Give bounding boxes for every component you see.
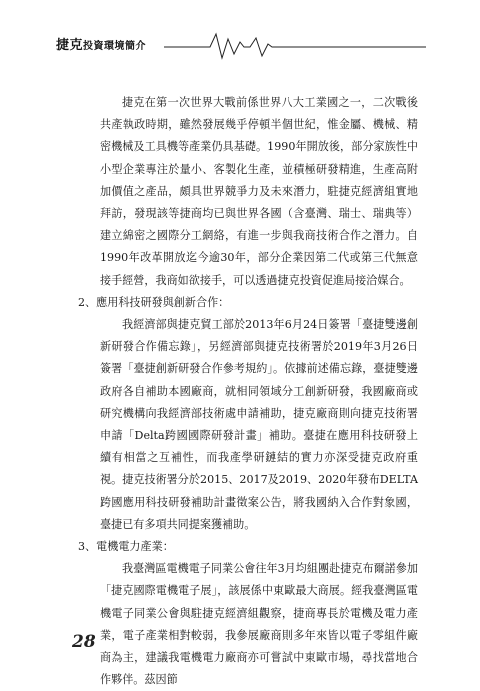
header-title-small: 投資環境簡介 <box>83 41 147 52</box>
header-title-large: 捷克 <box>56 38 84 53</box>
section-heading-2: 2、應用科技研發與創新合作： <box>78 295 230 309</box>
intro-paragraph: 捷克在第一次世界大戰前係世界八大工業國之一，二次戰後共產執政時期，雖然發展幾乎停頓半個世紀，惟金屬、機械、精密機械及工具機等產業仍具基礎。1990年開放後，部分家族性中小型企業專注於量小、客製化生產，並積極研發精進，生產高附加價值之產品，頗具世界競爭力及未來潛力，駐捷克經濟組實地拜訪，發現該等捷商均已與世界各國（含臺灣、瑞士、瑞典等）建立綿密之國際分工網絡，有進一步與我商技術合作之潛力。自1990年改革開放迄今逾30年，部分企業因第二代或第三代無意接手經營，我商如欲接手，可以透過捷克投資促進局接洽媒合。 <box>100 96 418 287</box>
section-heading-3: 3、電機電力產業： <box>78 540 174 554</box>
section-2-paragraph: 我經濟部與捷克貿工部於2013年6月24日簽署「臺捷雙邊創新研發合作備忘錄」，另經濟部與捷克技術署於2019年3月26日簽署「臺捷創新研發合作參考規約」。依據前述備忘錄，臺捷雙邊政府各自補助本國廠商，就相同領域分工創新研發，我國廠商或研究機構向我經濟部技術處申請補助，捷克廠商則向捷克技術署申請「Delta跨國國際研發計畫」補助。臺捷在應用科技研發上續有相當之互補性，而我產學研鏈結的實力亦深受捷克政府重視。捷克技術署分於2015、2017及2019、2020年發布DELTA跨國應用科技研發補助計畫徵案公告，將我國納入合作對象國，臺捷已有多項共同提案獲補助。 <box>100 318 418 531</box>
page-number: 28 <box>72 632 96 652</box>
header-rule-line <box>164 34 426 58</box>
header-title <box>56 34 146 53</box>
section-3-paragraph: 我臺灣區電機電子同業公會往年3月均組團赴捷克布爾諾參加「捷克國際電機電子展」，該展係中東歐最大商展。經我臺灣區電機電子同業公會與駐捷克經濟組觀察，捷商專長於電機及電力產業，電子產業相對較弱，我參展廠商則多年來皆以電子零組件廠商為主，建議我電機電力廠商亦可嘗試中東歐市場，尋找當地合作夥伴。茲因節 <box>100 562 418 687</box>
running-header <box>56 30 426 60</box>
